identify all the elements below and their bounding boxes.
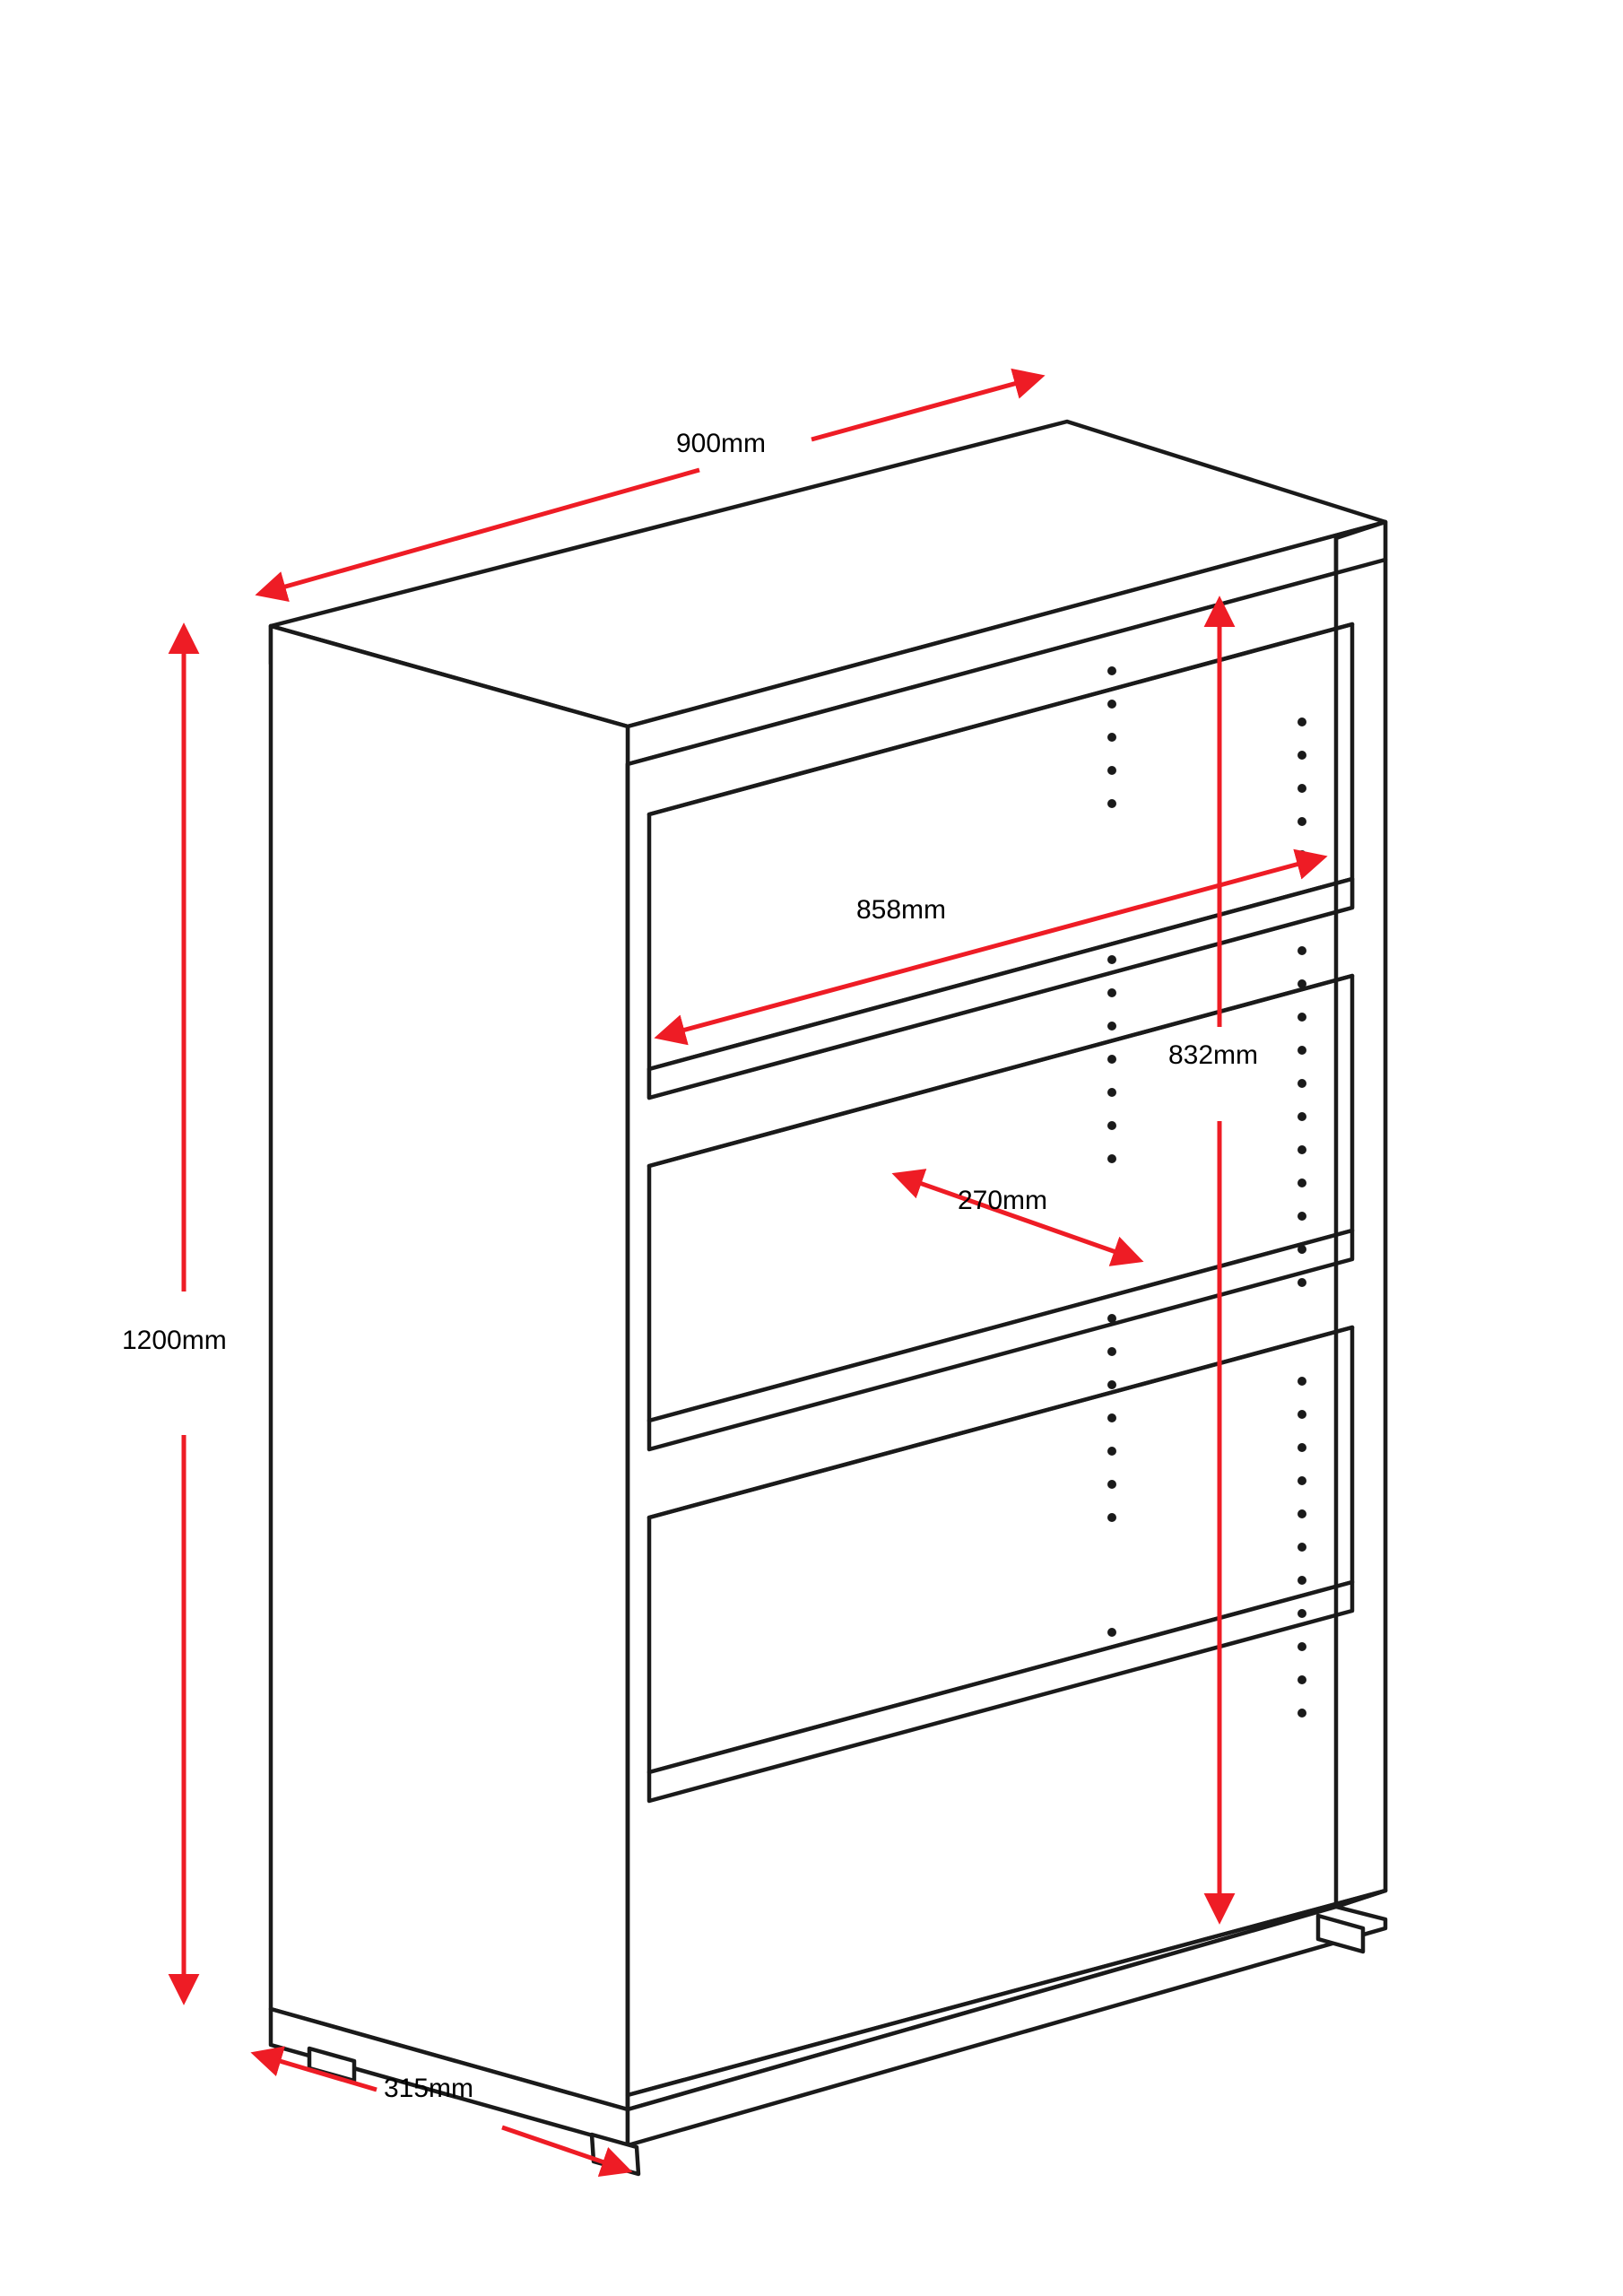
dimension-label-width: 900mm [676,429,767,458]
dimension-label-depth: 315mm [384,2074,474,2103]
dimension-line-width-right [812,377,1040,439]
dimension-label-internal-shelf-width: 858mm [856,895,947,925]
dimension-label-shelf-depth: 270mm [958,1186,1048,1215]
dimension-label-height: 1200mm [122,1326,227,1355]
dimension-label-internal-height: 832mm [1168,1040,1259,1070]
left-side-panel [271,626,628,2109]
